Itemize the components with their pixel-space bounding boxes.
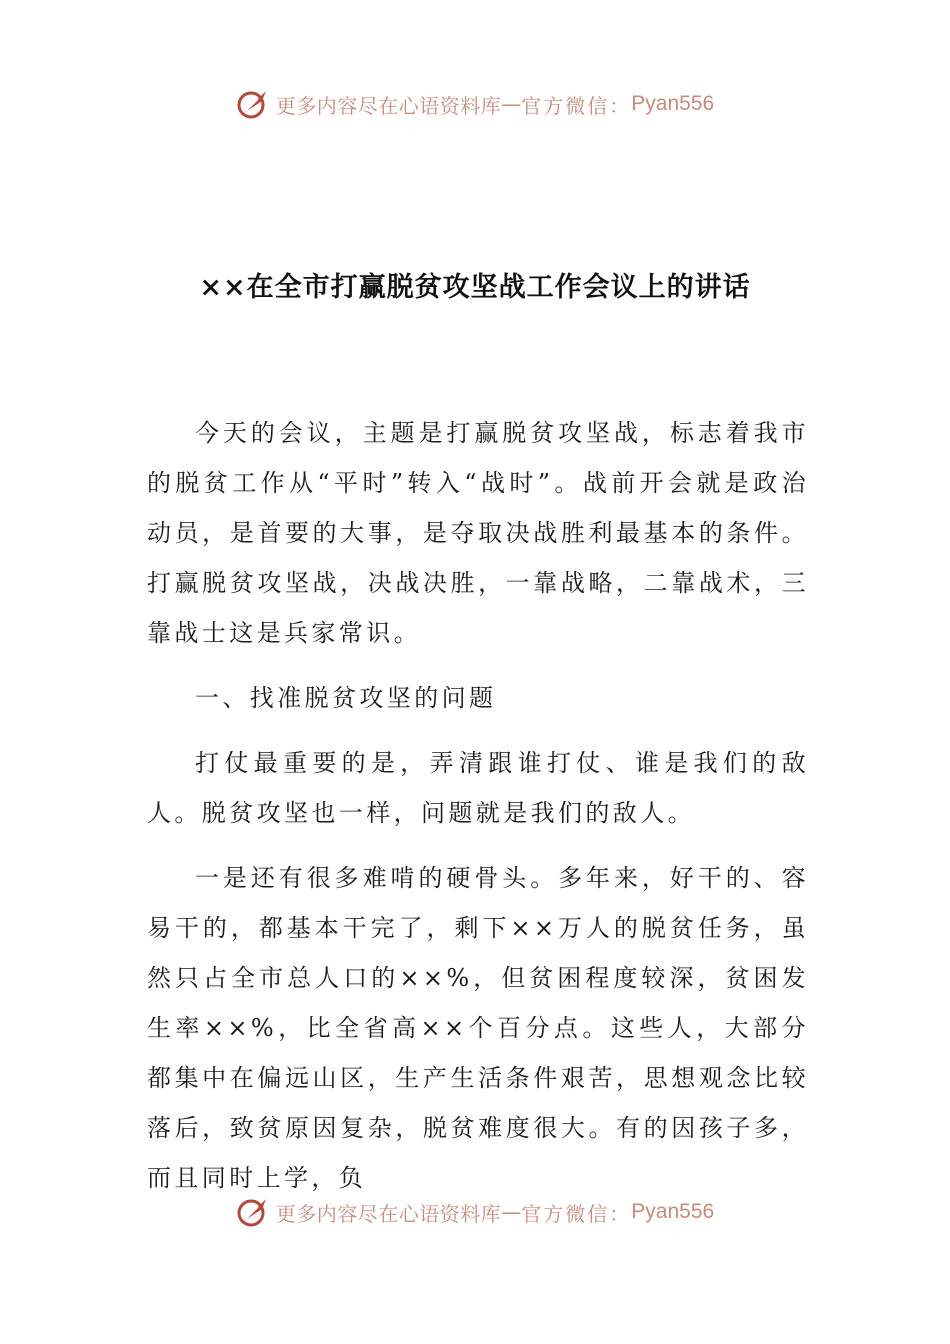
document-title: ××在全市打赢脱贫攻坚战工作会议上的讲话 (199, 272, 751, 303)
quill-logo-icon (236, 87, 270, 121)
section-heading: 一、找准脱贫攻坚的问题 (195, 684, 497, 712)
header-watermark (0, 82, 950, 126)
document-body (147, 408, 809, 1218)
paragraph-hard-bones: 一是还有很多难啃的硬骨头。多年来，好干的、容易干的，都基本干完了，剩下××万人的脱贫任务，虽然只占全市总人口的××%，但贫困程度较深，贫困发生率××%，比全省高××个百分点。这些人，大部分都集中在偏远山区，生产生活条件艰苦，思想观念比较落后，致贫原因复杂，脱贫难度很大。有的因孩子多，而且同时上学，负 (147, 864, 809, 1192)
watermark-wechat-id: Pyan556 (631, 1200, 715, 1223)
watermark-separator: — (501, 1200, 522, 1224)
watermark-wechat-label: 官方微信： (521, 1201, 632, 1226)
quill-logo-icon (236, 1195, 270, 1229)
paragraph-enemy: 打仗最重要的是，弄清跟谁打仗、谁是我们的敌人。脱贫攻坚也一样，问题就是我们的敌人。 (147, 749, 809, 827)
watermark-text: 更多内容尽在心语资料库 (275, 93, 502, 118)
paragraph-intro: 今天的会议，主题是打赢脱贫攻坚战，标志着我市的脱贫工作从“平时”转入“战时”。战前开会就是政治动员，是首要的大事，是夺取决战胜利最基本的条件。打赢脱贫攻坚战，决战决胜，一靠战略，二靠战术，三靠战士这是兵家常识。 (147, 419, 809, 647)
footer-watermark (0, 1190, 950, 1234)
watermark-wechat-label: 官方微信： (521, 93, 632, 118)
watermark-text: 更多内容尽在心语资料库 (275, 1201, 502, 1226)
watermark-separator: — (501, 92, 522, 116)
watermark-wechat-id: Pyan556 (631, 92, 715, 115)
